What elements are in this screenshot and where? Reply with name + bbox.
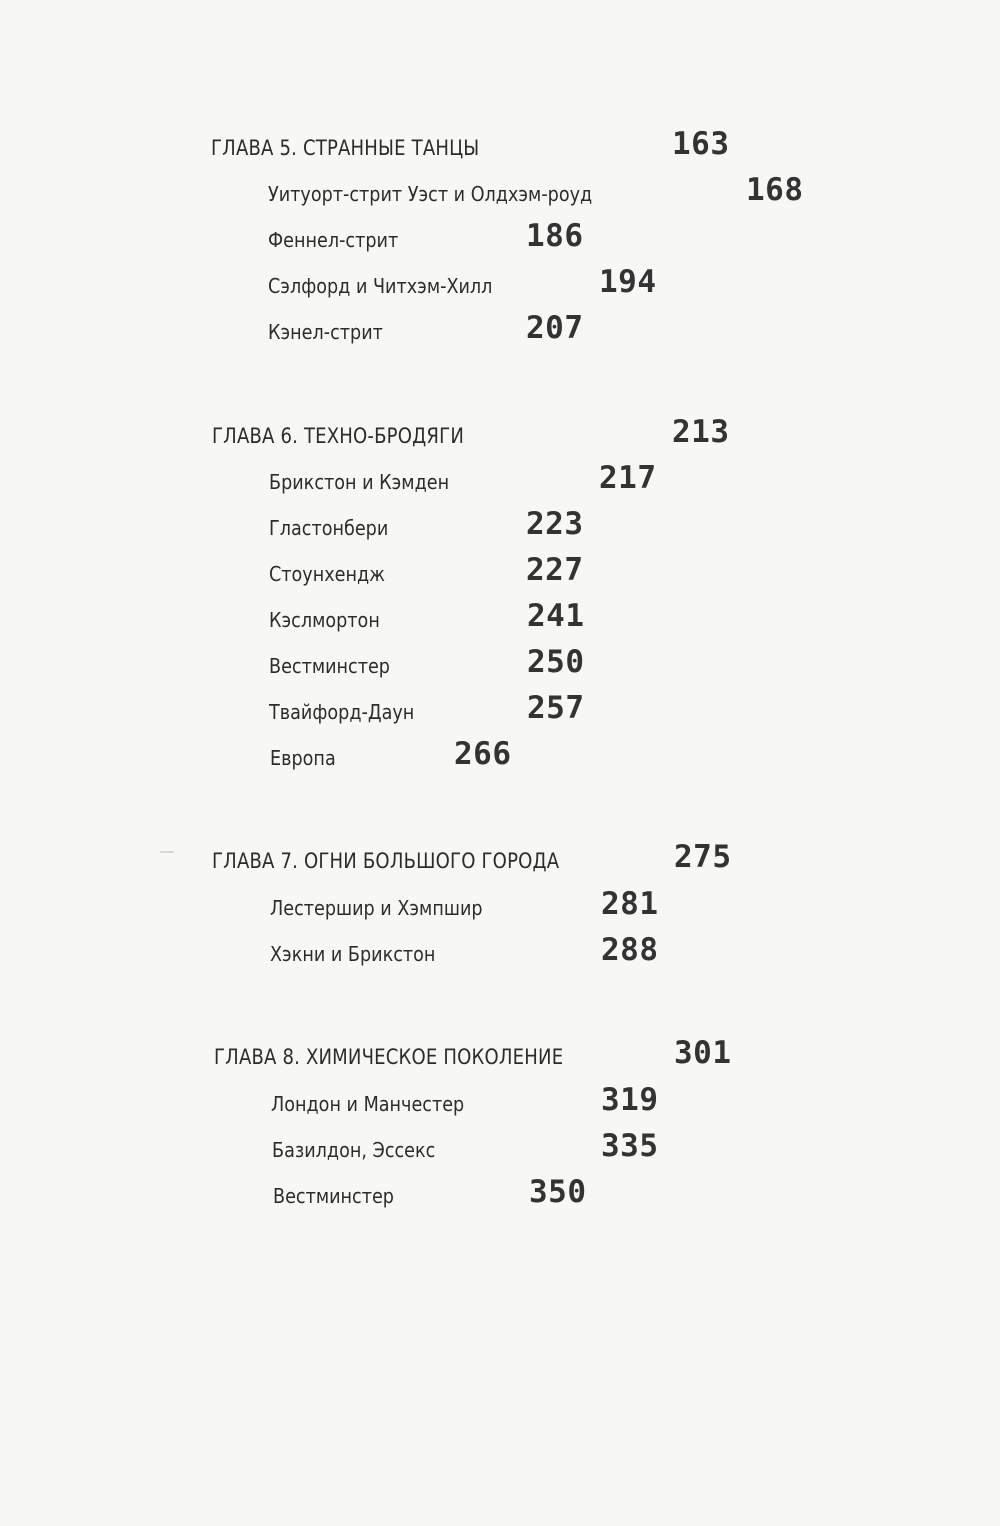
section-page-number: 319 xyxy=(601,1082,659,1118)
section-title: Стоунхендж xyxy=(269,562,386,586)
section-title: Кэслмортон xyxy=(269,608,380,632)
chapter-title: ГЛАВА 6. ТЕХНО-БРОДЯГИ xyxy=(212,424,465,448)
section-title: Брикстон и Кэмден xyxy=(269,470,450,494)
section-page-number: 266 xyxy=(454,736,512,772)
section-title: Кэнел-стрит xyxy=(268,320,383,344)
section-page-number: 350 xyxy=(529,1174,587,1210)
section-title: Сэлфорд и Читхэм-Хилл xyxy=(268,274,493,298)
section-page-number: 223 xyxy=(526,506,584,542)
section-page-number: 335 xyxy=(601,1128,659,1164)
section-page-number: 186 xyxy=(526,218,584,254)
section-page-number: 288 xyxy=(601,932,659,968)
section-page-number: 281 xyxy=(601,886,659,922)
section-title: Лестершир и Хэмпшир xyxy=(270,896,483,920)
section-title: Уитуорт-стрит Уэст и Олдхэм-роуд xyxy=(268,182,593,206)
section-title: Хэкни и Брикстон xyxy=(270,942,436,966)
section-title: Твайфорд-Даун xyxy=(269,700,415,724)
section-title: Вестминстер xyxy=(273,1184,394,1208)
section-title: Вестминстер xyxy=(269,654,390,678)
section-title: Базилдон, Эссекс xyxy=(272,1138,436,1162)
scan-speck xyxy=(160,851,174,853)
section-page-number: 250 xyxy=(527,644,585,680)
section-page-number: 217 xyxy=(599,460,657,496)
chapter-title: ГЛАВА 7. ОГНИ БОЛЬШОГО ГОРОДА xyxy=(212,849,560,873)
chapter-title: ГЛАВА 5. СТРАННЫЕ ТАНЦЫ xyxy=(211,136,480,160)
chapter-page-number: 163 xyxy=(672,126,730,162)
chapter-title: ГЛАВА 8. ХИМИЧЕСКОЕ ПОКОЛЕНИЕ xyxy=(214,1045,564,1069)
section-page-number: 168 xyxy=(746,172,804,208)
chapter-page-number: 301 xyxy=(674,1035,732,1071)
chapter-page-number: 213 xyxy=(672,414,730,450)
section-title: Лондон и Манчестер xyxy=(271,1092,465,1116)
section-title: Гластонбери xyxy=(269,516,389,540)
section-page-number: 207 xyxy=(526,310,584,346)
section-title: Европа xyxy=(270,746,336,770)
section-page-number: 257 xyxy=(527,690,585,726)
section-page-number: 241 xyxy=(527,598,585,634)
section-page-number: 227 xyxy=(526,552,584,588)
chapter-page-number: 275 xyxy=(674,839,732,875)
section-page-number: 194 xyxy=(599,264,657,300)
section-title: Феннел-стрит xyxy=(268,228,399,252)
